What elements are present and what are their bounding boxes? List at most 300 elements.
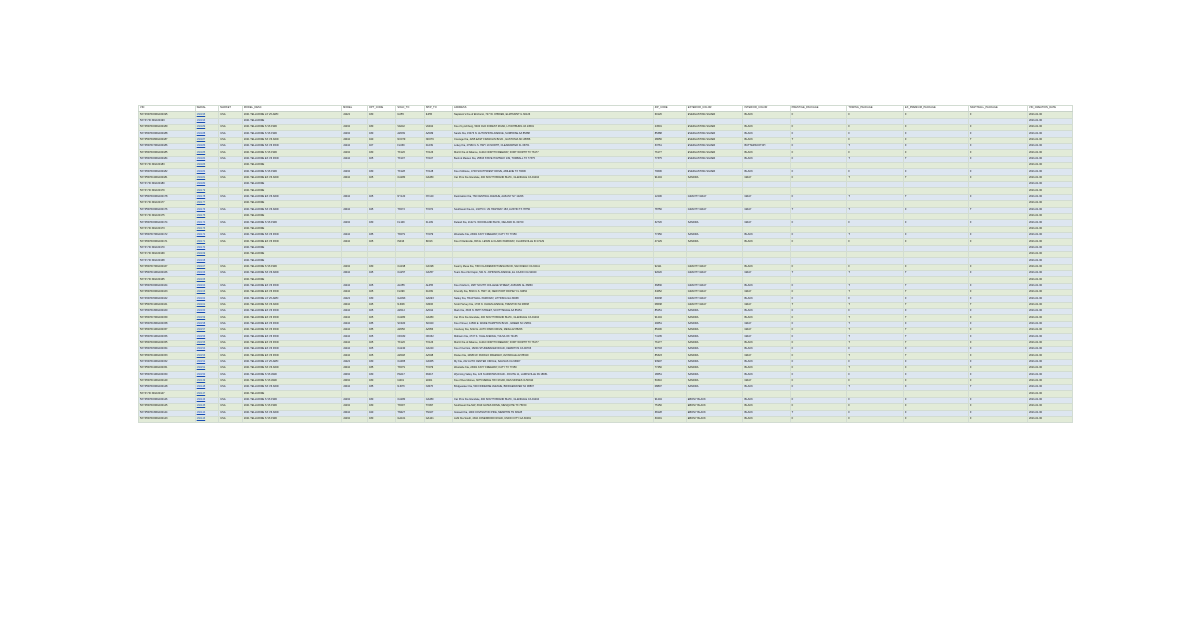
cell-towing-package[interactable]: F [847,112,904,118]
cell-exterior-color[interactable]: GRAVITY GRAY [686,270,743,276]
cell-exterior-color[interactable]: GRAVITY GRAY [686,264,743,270]
cell-towing-package[interactable]: T [847,156,904,162]
cell-ex-premium-package[interactable]: F [904,410,969,416]
cell-interior-color[interactable]: BLACK [743,366,790,372]
cell-model[interactable]: J4242 [342,239,368,245]
cell-model-desc[interactable]: 2021 TELLURIDE [242,226,341,232]
cell-model[interactable]: J4242 [342,328,368,334]
cell-prestige-package[interactable]: F [790,239,847,245]
cell-model-desc[interactable]: 2021 TELLURIDE EX V6 FWD [242,239,341,245]
cell-exterior-color[interactable]: SANDRA [686,175,743,181]
cell-sold-to[interactable]: PA017 [396,372,424,378]
cell-address[interactable]: Car Pros Kia Glendale, 400 SOUTH BRAND BLVD., GLENDALE CA 91204 [453,397,654,403]
cell-nightfall-package[interactable]: F [968,397,1027,403]
serial-link[interactable]: 160193 [196,119,206,123]
cell-ex-premium-package[interactable]: F [904,112,969,118]
cell-model[interactable]: J4222 [342,112,368,118]
cell-nightfall-package[interactable]: F [968,378,1027,384]
cell-interior-color[interactable]: BLACK [743,359,790,365]
cell-market[interactable]: USA [219,309,243,315]
cell-towing-package[interactable]: F [847,347,904,353]
cell-opt-code[interactable]: 025 [368,175,396,181]
cell-model-desc[interactable]: 2021 TELLURIDE SX V6 AWD [242,385,341,391]
cell-zip-code[interactable]: 85388 [653,131,686,137]
cell-market[interactable]: USA [219,321,243,327]
cell-ex-premium-package[interactable]: F [904,321,969,327]
cell-nightfall-package[interactable]: F [968,334,1027,340]
cell-address[interactable]: Friendly Kia, 5819 U.S. HWY 19, NEW PORT RICHEY FL 34652 [453,289,654,295]
cell-towing-package[interactable]: T [847,321,904,327]
cell-market[interactable]: USA [219,270,243,276]
cell-market[interactable]: USA [219,328,243,334]
cell-exterior-color[interactable]: EVERLASTING SILVER [686,150,743,156]
cell-towing-package[interactable]: T [847,340,904,346]
serial-link[interactable]: 160165 [196,277,206,281]
cell-interior-color[interactable]: BUTTERSCOTCH [743,144,790,150]
cell-nightfall-package[interactable]: F [968,112,1027,118]
cell-model-desc[interactable]: 2021 TELLURIDE SX V6 FWD [242,144,341,150]
cell-vin-creation-date[interactable]: 2021-01-30 [1027,353,1072,359]
cell-vin[interactable]: 5XYP6DHC6MG160143 [139,416,196,422]
cell-ship-to[interactable]: FL039 [424,144,452,150]
cell-ship-to[interactable]: TX079 [424,366,452,372]
cell-vin[interactable]: 5XYP2DHC5MG160162 [139,296,196,302]
cell-towing-package[interactable]: F [847,150,904,156]
cell-ex-premium-package[interactable]: F [904,207,969,213]
serial-link[interactable]: 160186 [196,144,206,148]
cell-prestige-package[interactable]: F [790,366,847,372]
cell-model[interactable]: J4242 [342,283,368,289]
serial-link[interactable]: 160144 [196,410,206,414]
cell-opt-code[interactable]: 025 [368,239,396,245]
cell-opt-code[interactable]: 030 [368,125,396,131]
cell-model[interactable]: J4042 [342,366,368,372]
cell-market[interactable]: USA [219,359,243,365]
cell-model[interactable]: J4242 [342,347,368,353]
cell-model-desc[interactable]: 2021 TELLURIDE S V6 AWD [242,378,341,384]
cell-zip-code[interactable]: 76177 [653,340,686,346]
cell-zip-code[interactable]: 08807 [653,385,686,391]
cell-address[interactable]: ALM Kia South, 4310 JONESBORO ROAD, UNION CITY GA 30291 [453,416,654,422]
cell-interior-color[interactable]: GRAY [743,220,790,226]
cell-model[interactable]: J4042 [342,302,368,308]
cell-vin[interactable]: 5XYP6DHC6MG160155 [139,340,196,346]
table-row[interactable] [139,416,1073,422]
cell-sold-to[interactable]: TX072 [396,207,424,213]
column-header-model[interactable]: MODEL [342,106,368,112]
column-header-market[interactable]: MARKET [219,106,243,112]
cell-nightfall-package[interactable]: F [968,131,1027,137]
cell-zip-code[interactable]: 60126 [653,112,686,118]
cell-interior-color[interactable]: GRAY [743,321,790,327]
cell-market[interactable]: USA [219,378,243,384]
cell-interior-color[interactable]: GRAY [743,334,790,340]
cell-vin[interactable]: 5XYP..HC MG160170 [139,245,196,251]
cell-ship-to[interactable]: IA001 [424,378,452,384]
cell-nightfall-package[interactable]: F [968,239,1027,245]
cell-vin-creation-date[interactable]: 2021-01-30 [1027,378,1072,384]
cell-exterior-color[interactable]: SANDRA [686,321,743,327]
cell-vin[interactable]: 5XYP5DHC1MG160161 [139,302,196,308]
cell-prestige-package[interactable]: F [790,289,847,295]
cell-ship-to[interactable]: AZ048 [424,353,452,359]
cell-sold-to[interactable]: TN027 [396,410,424,416]
cell-prestige-package[interactable]: T [790,207,847,213]
cell-model-desc[interactable]: 2021 TELLURIDE SX V6 AWD [242,366,341,372]
cell-nightfall-package[interactable]: T [968,385,1027,391]
cell-nightfall-package[interactable]: F [968,150,1027,156]
cell-vin[interactable]: 5XYP..HC MG160177 [139,201,196,207]
cell-prestige-package[interactable]: F [790,150,847,156]
cell-address[interactable]: Westside Kia, 23001 KATY FREEWAY, KATY TX 77450 [453,232,654,238]
cell-prestige-package[interactable]: F [790,264,847,270]
cell-opt-code[interactable]: 030 [368,378,396,384]
cell-exterior-color[interactable]: EBONY BLACK [686,410,743,416]
cell-interior-color[interactable]: BLACK [743,397,790,403]
cell-interior-color[interactable]: GRAY [743,302,790,308]
cell-nightfall-package[interactable]: F [968,347,1027,353]
cell-opt-code[interactable]: 030 [368,397,396,403]
cell-towing-package[interactable]: F [847,169,904,175]
cell-exterior-color[interactable]: SANDRA [686,359,743,365]
cell-address[interactable]: Destination Kia, 760 CENTRAL AVENUE, ALBANY NY 12206 [453,194,654,200]
cell-towing-package[interactable]: T [847,366,904,372]
cell-prestige-package[interactable]: T [790,302,847,308]
cell-opt-code[interactable]: 025 [368,353,396,359]
cell-model-desc[interactable]: 2021 TELLURIDE EX V6 FWD [242,340,341,346]
cell-vin[interactable]: 5XYP5DHC6MG160176 [139,207,196,213]
cell-nightfall-package[interactable]: F [968,289,1027,295]
cell-vin[interactable]: 5XYP6DHC3MG160160 [139,309,196,315]
cell-exterior-color[interactable]: EBONY BLACK [686,404,743,410]
cell-ex-premium-package[interactable]: T [904,302,969,308]
cell-vin[interactable]: 5XYP..HC MG160180 [139,182,196,188]
cell-interior-color[interactable]: BLACK [743,264,790,270]
cell-market[interactable]: USA [219,137,243,143]
cell-ex-premium-package[interactable]: T [904,353,969,359]
serial-link[interactable]: 160160 [196,309,206,313]
cell-towing-package[interactable]: T [847,353,904,359]
cell-nightfall-package[interactable]: F [968,194,1027,200]
cell-market[interactable]: USA [219,239,243,245]
cell-sold-to[interactable]: AL055 [396,283,424,289]
cell-ship-to[interactable]: NJ006 [424,302,452,308]
column-header-zip-code[interactable]: ZIP_CODE [653,106,686,112]
cell-ex-premium-package[interactable]: F [904,169,969,175]
cell-zip-code[interactable]: 47129 [653,239,686,245]
cell-vin-creation-date[interactable]: 2021-01-30 [1027,125,1072,131]
cell-towing-package[interactable]: T [847,328,904,334]
cell-sold-to[interactable]: VA042 [396,125,424,131]
cell-model[interactable]: J4222 [342,359,368,365]
cell-nightfall-package[interactable]: F [968,270,1027,276]
cell-exterior-color[interactable]: GRAVITY GRAY [686,302,743,308]
cell-opt-code[interactable]: 025 [368,289,396,295]
cell-model-desc[interactable]: 2021 TELLURIDE SX V6 AWD [242,270,341,276]
cell-address[interactable]: Kia of Clarksville, 826 E. LEWIS & CLARK PARKWAY, CLARKSVILLE IN 47129 [453,239,654,245]
cell-nightfall-package[interactable]: F [968,125,1027,131]
serial-link[interactable]: 160188 [196,131,206,135]
cell-vin[interactable]: 5XYP5DHC0MG160178 [139,194,196,200]
cell-prestige-package[interactable]: T [790,270,847,276]
cell-market[interactable]: USA [219,315,243,321]
cell-model-desc[interactable]: 2021 TELLURIDE S V6 FWD [242,264,341,270]
cell-opt-code[interactable]: 030 [368,359,396,365]
cell-model-desc[interactable]: 2021 TELLURIDE S V6 FWD [242,150,341,156]
cell-zip-code[interactable]: 36830 [653,283,686,289]
cell-zip-code[interactable]: 85323 [653,353,686,359]
cell-market[interactable]: USA [219,372,243,378]
serial-link[interactable]: 160172 [196,233,206,237]
serial-link[interactable]: 160158 [196,322,206,326]
cell-market[interactable]: USA [219,385,243,391]
cell-model-desc[interactable]: 2021 TELLURIDE S V6 FWD [242,131,341,137]
cell-exterior-color[interactable]: EVERLASTING SILVER [686,137,743,143]
cell-prestige-package[interactable]: F [790,309,847,315]
cell-exterior-color[interactable]: SANDRA [686,315,743,321]
cell-model-desc[interactable]: 2021 TELLURIDE SX V6 AWD [242,410,341,416]
cell-towing-package[interactable]: T [847,175,904,181]
serial-link[interactable]: 160143 [196,417,206,421]
cell-model[interactable]: J4042 [342,194,368,200]
cell-prestige-package[interactable]: F [790,416,847,422]
cell-vin[interactable]: 5XYP..HC MG160168 [139,258,196,264]
cell-ship-to[interactable]: TX079 [424,232,452,238]
serial-link[interactable]: 160167 [196,264,206,268]
cell-zip-code[interactable]: 29651 [653,321,686,327]
column-header-prestige-package[interactable]: PRESTIGE_PACKAGE [790,106,847,112]
cell-exterior-color[interactable]: SANDRA [686,372,743,378]
cell-vin-creation-date[interactable]: 2021-01-30 [1027,213,1072,219]
cell-vin-creation-date[interactable]: 2021-01-30 [1027,258,1072,264]
cell-opt-code[interactable]: 030 [368,131,396,137]
serial-link[interactable]: 160178 [196,195,206,199]
cell-model-desc[interactable]: 2021 TELLURIDE EX V6 FWD [242,283,341,289]
cell-ship-to[interactable]: TX097 [424,404,452,410]
cell-model[interactable]: J4242 [342,289,368,295]
cell-address[interactable]: Car Pros Kia Glendale, 400 SOUTH BRAND BLVD., GLENDALE CA 91204 [453,315,654,321]
cell-model[interactable]: J4242 [342,353,368,359]
cell-sold-to[interactable]: IN016 [396,239,424,245]
cell-vin[interactable]: 5XYP5DHC1MG160166 [139,270,196,276]
cell-vin-creation-date[interactable]: 2021-01-30 [1027,188,1072,194]
cell-vin[interactable]: 5XYP6DHC1MG160156 [139,334,196,340]
cell-opt-code[interactable]: 035 [368,366,396,372]
cell-ex-premium-package[interactable]: T [904,315,969,321]
cell-opt-code[interactable]: 040 [368,137,396,143]
cell-interior-color[interactable]: BLACK [743,347,790,353]
cell-interior-color[interactable]: BLACK [743,385,790,391]
cell-model-desc[interactable]: 2021 TELLURIDE [242,245,341,251]
cell-vin[interactable]: 5XYP2DHC6MG160195 [139,112,196,118]
cell-sold-to[interactable]: TX126 [396,150,424,156]
cell-nightfall-package[interactable]: F [968,340,1027,346]
cell-prestige-package[interactable]: F [790,340,847,346]
cell-sold-to[interactable]: IL055 [396,112,424,118]
cell-ship-to[interactable]: TX072 [424,207,452,213]
cell-sold-to[interactable]: GA101 [396,416,424,422]
cell-model[interactable]: J4232 [342,131,368,137]
cell-exterior-color[interactable]: GRAVITY GRAY [686,207,743,213]
cell-towing-package[interactable]: F [847,410,904,416]
cell-model-desc[interactable]: 2021 TELLURIDE S V6 FWD [242,169,341,175]
cell-interior-color[interactable]: BLACK [743,239,790,245]
serial-link[interactable]: 160176 [196,207,206,211]
cell-ex-premium-package[interactable]: F [904,359,969,365]
cell-address[interactable]: Gossett Kia, 1900 COVINGTON PIKE, MEMPHIS TN 38128 [453,410,654,416]
cell-opt-code[interactable]: 045 [368,302,396,308]
cell-ship-to[interactable]: TX128 [424,169,452,175]
cell-ex-premium-package[interactable]: T [904,328,969,334]
cell-ship-to[interactable]: FL109 [424,220,452,226]
cell-interior-color[interactable]: BLACK [743,232,790,238]
cell-exterior-color[interactable]: EBONY BLACK [686,397,743,403]
cell-vin-creation-date[interactable]: 2021-01-30 [1027,315,1072,321]
cell-towing-package[interactable]: T [847,315,904,321]
cell-vin-creation-date[interactable]: 2021-01-30 [1027,309,1072,315]
cell-vin-creation-date[interactable]: 2021-01-30 [1027,283,1072,289]
cell-model[interactable]: J4242 [342,334,368,340]
cell-opt-code[interactable]: 035 [368,232,396,238]
cell-model-desc[interactable]: 2021 TELLURIDE SX V6 FWD [242,328,341,334]
cell-vin[interactable]: 5XYP6DHC1MG160150 [139,372,196,378]
cell-market[interactable]: USA [219,144,243,150]
serial-link[interactable]: 160169 [196,252,206,256]
cell-ship-to[interactable]: TX126 [424,340,452,346]
cell-nightfall-package[interactable]: F [968,309,1027,315]
cell-address[interactable]: Moritz Kia of Alliance, 11210 NORTH FREEWAY, FORT WORTH TX 76177 [453,340,654,346]
cell-sold-to[interactable]: FL039 [396,144,424,150]
cell-market[interactable]: USA [219,283,243,289]
cell-towing-package[interactable]: T [847,232,904,238]
cell-exterior-color[interactable]: EVERLASTING SILVER [686,156,743,162]
cell-ex-premium-package[interactable]: F [904,385,969,391]
cell-vin-creation-date[interactable]: 2021-01-30 [1027,277,1072,283]
cell-ship-to[interactable]: NY120 [424,194,452,200]
cell-address[interactable]: Lokey Kia, 27960 U.S. HWY 19 NORTH, CLEARWATER FL 33761 [453,144,654,150]
cell-market[interactable]: USA [219,289,243,295]
cell-zip-code[interactable]: 76177 [653,150,686,156]
cell-ship-to[interactable]: IN016 [424,239,452,245]
cell-vin-creation-date[interactable]: 2021-01-30 [1027,321,1072,327]
cell-prestige-package[interactable]: F [790,397,847,403]
cell-address[interactable]: Team Kia of El Cajon, 541 N. JOHNSON AVENUE, EL CAJON CA 92020 [453,270,654,276]
cell-nightfall-package[interactable]: T [968,137,1027,143]
cell-model-desc[interactable]: 2021 TELLURIDE [242,391,341,397]
cell-interior-color[interactable]: BLACK [743,137,790,143]
cell-opt-code[interactable]: 025 [368,156,396,162]
cell-model-desc[interactable]: 2021 TELLURIDE EX V6 FWD [242,347,341,353]
cell-towing-package[interactable]: T [847,270,904,276]
cell-nightfall-package[interactable]: F [968,283,1027,289]
cell-prestige-package[interactable]: F [790,232,847,238]
cell-ex-premium-package[interactable]: F [904,372,969,378]
cell-interior-color[interactable]: BLACK [743,283,790,289]
cell-market[interactable]: USA [219,131,243,137]
cell-sold-to[interactable]: TX079 [396,232,424,238]
cell-market[interactable]: USA [219,194,243,200]
cell-model[interactable]: J4232 [342,404,368,410]
cell-market[interactable]: USA [219,296,243,302]
cell-vin-creation-date[interactable]: 2021-01-30 [1027,182,1072,188]
cell-market[interactable]: USA [219,125,243,131]
cell-zip-code[interactable]: 74135 [653,334,686,340]
cell-market[interactable]: USA [219,264,243,270]
cell-model-desc[interactable]: 2021 TELLURIDE EX V6 FWD [242,156,341,162]
cell-zip-code[interactable]: 90703 [653,347,686,353]
cell-model-desc[interactable]: 2021 TELLURIDE LX V6 AWD [242,112,341,118]
cell-vin[interactable]: 5XYP..HC MG160147 [139,391,196,397]
cell-model-desc[interactable]: 2021 TELLURIDE S V6 FWD [242,416,341,422]
cell-vin-creation-date[interactable]: 2021-01-30 [1027,175,1072,181]
column-header-ex-premium-package[interactable]: EX_PREMIUM_PACKAGE [904,106,969,112]
cell-sold-to[interactable]: TX097 [396,404,424,410]
column-header-nightfall-package[interactable]: NIGHTFALL_PACKAGE [968,106,1027,112]
cell-vin-creation-date[interactable]: 2021-01-30 [1027,391,1072,397]
cell-towing-package[interactable]: T [847,207,904,213]
cell-opt-code[interactable]: 030 [368,372,396,378]
cell-model[interactable]: J4232 [342,150,368,156]
cell-opt-code[interactable]: 030 [368,296,396,302]
cell-towing-package[interactable]: F [847,264,904,270]
cell-exterior-color[interactable]: SANDRA [686,328,743,334]
cell-model[interactable]: J4242 [342,144,368,150]
cell-sold-to[interactable]: SC020 [396,321,424,327]
cell-exterior-color[interactable]: SANDRA [686,347,743,353]
cell-model-desc[interactable]: 2021 TELLURIDE S V6 FWD [242,404,341,410]
cell-vin-creation-date[interactable]: 2021-01-30 [1027,328,1072,334]
cell-interior-color[interactable]: BLACK [743,150,790,156]
cell-prestige-package[interactable]: F [790,175,847,181]
cell-address[interactable]: Deland Kia, 2122 S. WOODLAND BLVD., DELAND FL 32720 [453,220,654,226]
cell-address[interactable]: Kia of Cerritos, 18201 STUDEBAKER ROAD, CERRITOS CA 90703 [453,347,654,353]
cell-vin-creation-date[interactable]: 2021-01-30 [1027,112,1072,118]
cell-interior-color[interactable]: GRAY [743,207,790,213]
cell-opt-code[interactable]: 035 [368,385,396,391]
cell-nightfall-package[interactable]: F [968,359,1027,365]
cell-market[interactable]: USA [219,404,243,410]
cell-vin[interactable]: 5XYP5DHC8MG160187 [139,137,196,143]
cell-prestige-package[interactable]: F [790,144,847,150]
cell-prestige-package[interactable]: F [790,385,847,391]
cell-model-desc[interactable]: 2021 TELLURIDE SX V6 AWD [242,207,341,213]
cell-vin-creation-date[interactable]: 2021-01-30 [1027,194,1072,200]
serial-link[interactable]: 160163 [196,290,206,294]
cell-ship-to[interactable]: TN027 [424,410,452,416]
cell-vin[interactable]: 5XYP2DHC4MG160152 [139,359,196,365]
column-header-address[interactable]: ADDRESS [453,106,654,112]
cell-model[interactable]: J4032 [342,378,368,384]
cell-model-desc[interactable]: 2021 TELLURIDE [242,118,341,124]
cell-nightfall-package[interactable]: T [968,207,1027,213]
cell-ex-premium-package[interactable]: F [904,416,969,422]
cell-vin-creation-date[interactable]: 2021-01-30 [1027,270,1072,276]
cell-model-desc[interactable]: 2021 TELLURIDE SX V6 AWD [242,302,341,308]
cell-model-desc[interactable]: 2021 TELLURIDE [242,182,341,188]
cell-exterior-color[interactable]: GRAVITY GRAY [686,289,743,295]
cell-address[interactable]: Kearny Mesa Kia, 7303 CLAIREMONT MESA BLVD, SAN DIEGO CA 92111 [453,264,654,270]
cell-prestige-package[interactable]: F [790,353,847,359]
cell-zip-code[interactable]: 92020 [653,270,686,276]
cell-exterior-color[interactable]: EVERLASTING SILVER [686,144,743,150]
cell-sold-to[interactable]: CA198 [396,264,424,270]
cell-vin[interactable]: 5XYP6DHC5MG160154 [139,347,196,353]
cell-prestige-package[interactable]: F [790,125,847,131]
cell-exterior-color[interactable]: EVERLASTING SILVER [686,131,743,137]
cell-model-desc[interactable]: 2021 TELLURIDE [242,188,341,194]
cell-market[interactable]: USA [219,347,243,353]
cell-nightfall-package[interactable]: F [968,264,1027,270]
